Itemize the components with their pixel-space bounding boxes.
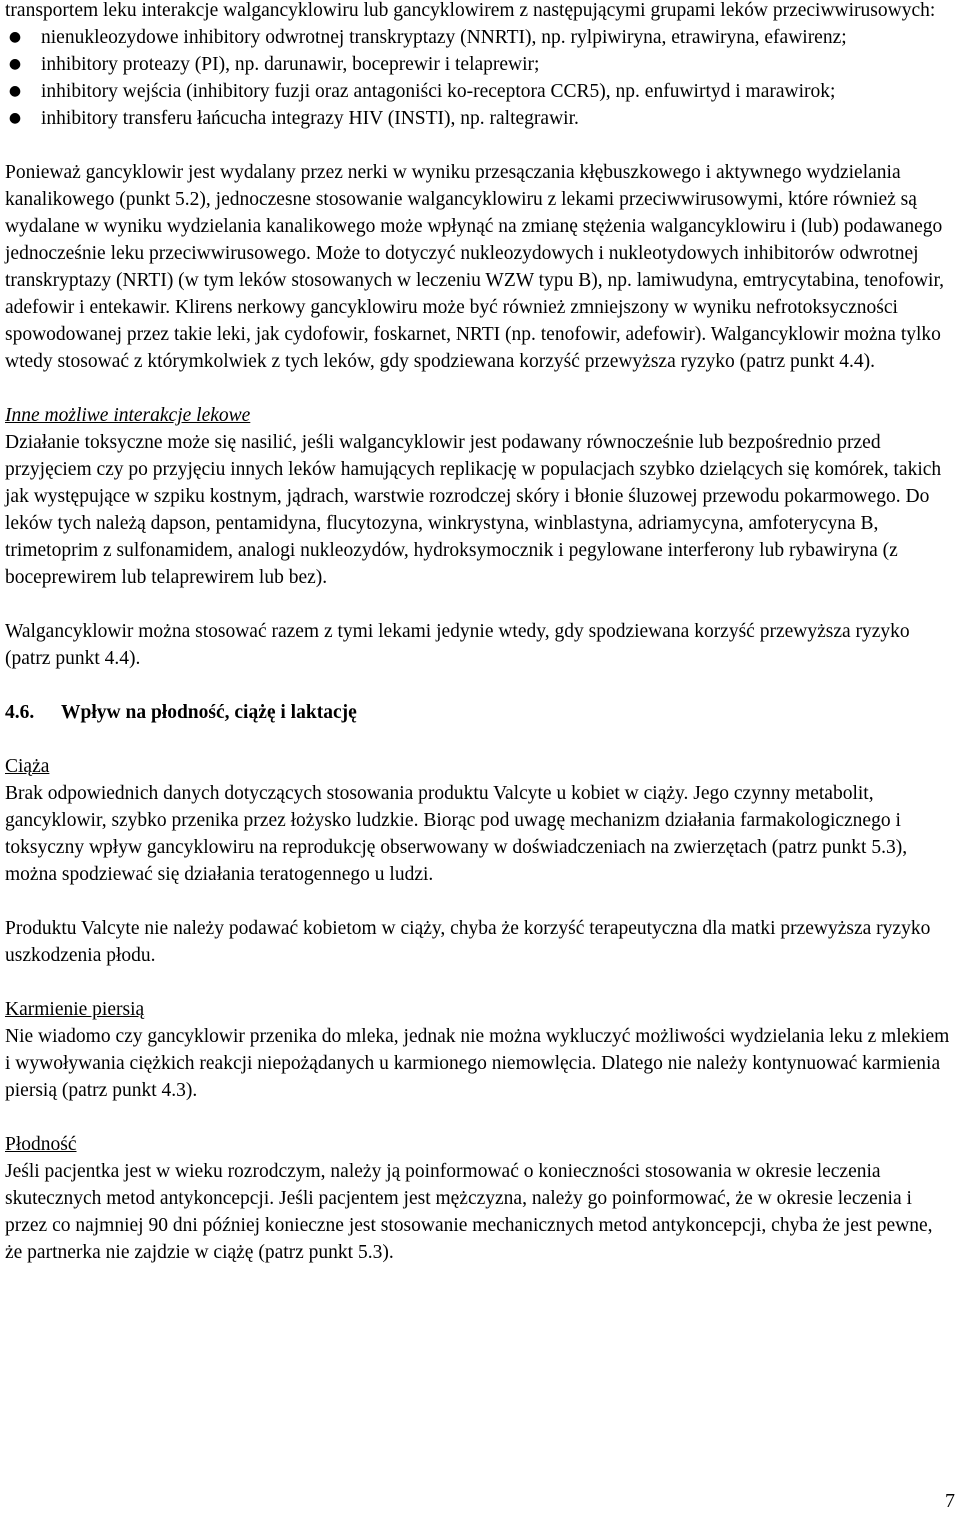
spacer bbox=[5, 726, 950, 753]
fertility-body: Jeśli pacjentka jest w wieku rozrodczym, należy ją poinformować o konieczności stosowania w okresie leczenia skutecznych metod antykoncepcji. Jeśli pacjentem jest mężczyzna, należy go poinformować, że w okresie leczenia i przez co najmniej 90 dni później konieczne jest stosowanie mechanicznych metod antykoncepcji, chyba że jest pewne, że partnerka nie zajdzie w ciążę (patrz punkt 5.3). bbox=[5, 1161, 933, 1263]
fertility-heading: Płodność bbox=[5, 1134, 77, 1155]
other-interactions-heading: Inne możliwe interakcje lekowe bbox=[5, 405, 251, 426]
other-interactions-body: Działanie toksyczne może się nasilić, jeśli walgancyklowir jest podawany równocześnie lub bezpośrednio przed przyjęciem czy po przyjęciu innych leków hamujących replikację w populacjach szybko dzielących się komórek, takich jak występujące w szpiku kostnym, jądrach, warstwie rozrodczej skóry i błonie śluzowej przewodu pokarmowego. Do leków tych należą dapson, pentamidyna, flucytozyna, winkrystyna, winblastyna, adriamycyna, amfoterycyna B, trimetoprim z sulfonamidem, analogi nukleozydów, hydroksymocznik i pegylowane interferony lub rybawiryna (z boceprewirem lub telaprewirem lub bez). bbox=[5, 432, 942, 588]
spacer bbox=[5, 672, 950, 699]
list-item bbox=[5, 24, 950, 51]
document-page bbox=[5, 0, 950, 1266]
section-title: Wpływ na płodność, ciążę i laktację bbox=[61, 702, 357, 723]
list-item bbox=[5, 78, 950, 105]
spacer bbox=[5, 888, 950, 915]
bullet-icon: ● bbox=[8, 110, 22, 126]
list-item-text: inhibitory proteazy (PI), np. darunawir, boceprewir i telaprewir; bbox=[41, 54, 540, 75]
other-interactions-body-2: Walgancyklowir można stosować razem z tymi lekami jedynie wtedy, gdy spodziewana korzyść przewyższa ryzyko (patrz punkt 4.4). bbox=[5, 621, 910, 669]
page-number: 7 bbox=[945, 1490, 955, 1512]
renal-paragraph: Ponieważ gancyklowir jest wydalany przez nerki w wyniku przesączania kłębuszkowego i aktywnego wydzielania kanalikowego (punkt 5.2), jednoczesne stosowanie walgancyklowiru z lekami przeciwwirusowymi, które również są wydalane w wyniku wydzielania kanalikowego może wpłynąć na zmianę stężenia walgancyklowiru i (lub) podawanego jednocześnie leku przeciwwirusowego. Może to dotyczyć nukleozydowych i nukleotydowych inhibitorów odwrotnej transkryptazy (NRTI) (w tym leków stosowanych w leczeniu WZW typu B), np. lamiwudyna, emtrycytabina, tenofowir, adefowir i entekawir. Klirens nerkowy gancyklowiru może być również zmniejszony w wyniku nefrotoksyczności spowodowanej przez takie leki, jak cydofowir, foskarnet, NRTI (np. tenofowir, adefowir). Walgancyklowir można tylko wtedy stosować z którymkolwiek z tych leków, gdy spodziewana korzyść przewyższa ryzyko (patrz punkt 4.4). bbox=[5, 162, 945, 372]
bullet-icon: ● bbox=[8, 29, 22, 45]
intro-text: transportem leku interakcje walgancyklowiru lub gancyklowirem z następującymi grupami leków przeciwwirusowych: bbox=[5, 0, 936, 21]
spacer bbox=[5, 132, 950, 159]
spacer bbox=[5, 969, 950, 996]
section-heading bbox=[5, 699, 950, 726]
pregnancy-body-2: Produktu Valcyte nie należy podawać kobietom w ciąży, chyba że korzyść terapeutyczna dla matki przewyższa ryzyko uszkodzenia płodu. bbox=[5, 918, 931, 966]
pregnancy-body: Brak odpowiednich danych dotyczących stosowania produktu Valcyte u kobiet w ciąży. Jego czynny metabolit, gancyklowir, szybko przenika przez łożysko ludzkie. Biorąc pod uwagę mechanizm działania farmakologicznego i toksyczny wpływ gancyklowiru na reprodukcję obserwowany w doświadczeniach na zwierzętach (patrz punkt 5.3), można spodziewać się działania teratogennego u ludzi. bbox=[5, 783, 908, 885]
antiviral-groups-list bbox=[5, 24, 950, 132]
list-item-text: inhibitory transferu łańcucha integrazy HIV (INSTI), np. raltegrawir. bbox=[41, 108, 579, 129]
list-item bbox=[5, 105, 950, 132]
pregnancy-heading: Ciąża bbox=[5, 756, 50, 777]
list-item-text: inhibitory wejścia (inhibitory fuzji oraz antagoniści ko-receptora CCR5), np. enfuwirtyd i marawirok; bbox=[41, 81, 836, 102]
spacer bbox=[5, 375, 950, 402]
section-number: 4.6. bbox=[5, 702, 35, 723]
bullet-icon: ● bbox=[8, 83, 22, 99]
spacer bbox=[5, 591, 950, 618]
list-item bbox=[5, 51, 950, 78]
spacer bbox=[5, 1104, 950, 1131]
breastfeeding-body: Nie wiadomo czy gancyklowir przenika do mleka, jednak nie można wykluczyć możliwości wydzielania leku z mlekiem i wywoływania ciężkich reakcji niepożądanych u karmionego niemowlęcia. Dlatego nie należy kontynuować karmienia piersią (patrz punkt 4.3). bbox=[5, 1026, 950, 1101]
bullet-icon: ● bbox=[8, 56, 22, 72]
list-item-text: nienukleozydowe inhibitory odwrotnej transkryptazy (NNRTI), np. rylpiwiryna, etrawiryna, efawirenz; bbox=[41, 27, 847, 48]
breastfeeding-heading: Karmienie piersią bbox=[5, 999, 145, 1020]
